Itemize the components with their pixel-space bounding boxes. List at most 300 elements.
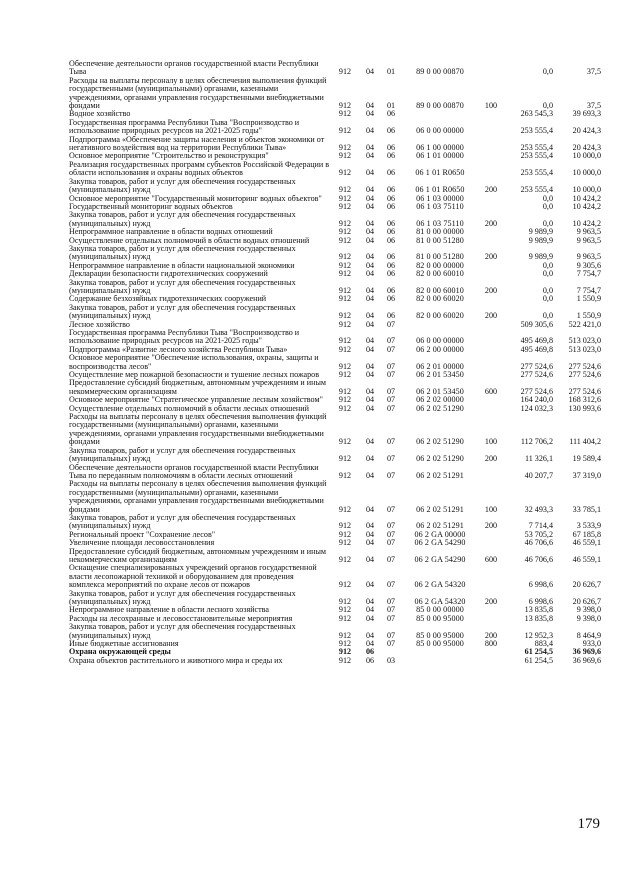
row-name: Иные бюджетные ассигнования: [69, 639, 179, 649]
row-name: Расходы на выплаты персоналу в целях обеспечения выполнения функций государственными (муниципальными) органами, казенными учреждениями, органами управления государственными внебюджетными фондами: [69, 75, 327, 111]
grbs-code: 912: [338, 538, 352, 548]
row-name: Основное мероприятие "Государственный мониторинг водных объектов": [69, 193, 322, 203]
amount-year-1: 12 952,3: [524, 630, 553, 640]
section-code: 04: [365, 580, 375, 590]
target-article-code: 06 2 02 51291: [416, 470, 464, 480]
target-article-code: 06 2 02 51291: [416, 521, 464, 531]
amount-year-1: 0,0: [542, 269, 553, 279]
target-article-code: 82 0 00 60010: [416, 285, 464, 295]
grbs-code: 912: [338, 193, 352, 203]
amount-year-1: 277 524,6: [520, 386, 553, 396]
section-code: 04: [365, 613, 375, 623]
grbs-code: 912: [338, 630, 352, 640]
subsection-code: 07: [386, 554, 396, 564]
section-code: 04: [365, 597, 375, 606]
grbs-code: 912: [338, 403, 352, 413]
grbs-code: 912: [338, 185, 352, 195]
table-row: [69, 480, 621, 514]
section-code: 04: [365, 218, 375, 228]
subsection-code: 06: [386, 235, 396, 245]
amount-year-2: 1 550,9: [576, 311, 601, 321]
row-name: Содержание безхозяйных гидротехнических сооружений: [69, 294, 267, 304]
subsection-code: 06: [386, 185, 396, 195]
row-name: Охрана объектов растительного и животного мира и среды их: [69, 655, 283, 665]
grbs-code: 912: [338, 470, 352, 480]
target-article-code: 06 2 02 51290: [416, 437, 464, 447]
grbs-code: 912: [338, 260, 352, 270]
subsection-code: 07: [386, 538, 396, 548]
expense-type-code: 100: [484, 101, 498, 111]
section-code: 04: [365, 67, 375, 77]
amount-year-2: 9 305,6: [576, 260, 601, 270]
expense-type-code: 200: [484, 311, 498, 321]
grbs-code: 912: [338, 655, 352, 665]
expense-type-code: 200: [484, 252, 498, 262]
row-name: Расходы на выплаты персоналу в целях обеспечения выполнения функций государственными (муниципальными) органами, казенными учреждениями, органами управления государственными внебюджетными фондами: [69, 479, 327, 514]
amount-year-2: 20 424,3: [572, 143, 601, 153]
grbs-code: 912: [338, 252, 352, 262]
target-article-code: 89 0 00 00870: [416, 101, 464, 111]
grbs-code: 912: [338, 454, 352, 464]
target-article-code: 06 1 01 R0650: [415, 168, 465, 178]
grbs-code: 912: [338, 336, 352, 346]
table-row: [69, 178, 621, 195]
amount-year-2: 7 754,7: [576, 285, 601, 295]
amount-year-1: 263 545,3: [520, 109, 553, 119]
row-name: Государственная программа Республики Тыва "Воспроизводство и использование природных ресурсов на 2021-2025 годы": [69, 328, 300, 346]
subsection-code: 07: [386, 344, 396, 354]
amount-year-2: 10 000,0: [572, 151, 601, 161]
section-code: 04: [365, 344, 375, 354]
amount-year-1: 277 524,6: [520, 370, 553, 380]
amount-year-1: 253 555,4: [520, 151, 553, 161]
grbs-code: 912: [338, 201, 352, 211]
target-article-code: 06 0 00 00000: [416, 336, 464, 346]
amount-year-1: 495 469,8: [520, 344, 553, 354]
table-row: [69, 136, 621, 153]
page-number: 179: [577, 816, 600, 832]
grbs-code: 912: [338, 344, 352, 354]
expense-type-code: 800: [484, 639, 498, 649]
amount-year-2: 9 963,5: [576, 235, 601, 245]
amount-year-2: 933,0: [582, 639, 601, 649]
table-row: [69, 279, 621, 296]
expense-type-code: 200: [484, 630, 498, 640]
section-code: 04: [365, 554, 375, 564]
target-article-code: 81 0 00 00000: [416, 227, 464, 237]
target-article-code: 82 0 00 60020: [416, 311, 464, 321]
row-name: Закупка товаров, работ и услуг для обеспечения государственных (муниципальных) нужд: [69, 176, 296, 195]
row-name: Закупка товаров, работ и услуг для обеспечения государственных (муниципальных) нужд: [69, 243, 296, 262]
table-row: [69, 548, 621, 565]
section-code: 04: [365, 395, 375, 405]
subsection-code: 07: [386, 529, 396, 539]
amount-year-1: 46 706,6: [524, 538, 553, 548]
amount-year-1: 6 998,6: [528, 597, 553, 606]
row-name: Лесное хозяйство: [69, 319, 130, 329]
subsection-code: 07: [386, 437, 396, 447]
section-code: 04: [365, 529, 375, 539]
table-row: [69, 60, 621, 77]
amount-year-2: 513 023,0: [568, 344, 601, 354]
amount-year-1: 253 555,4: [520, 185, 553, 195]
subsection-code: 07: [386, 370, 396, 380]
amount-year-1: 0,0: [542, 67, 553, 77]
target-article-code: 06 1 03 00000: [416, 193, 464, 203]
grbs-code: 912: [338, 235, 352, 245]
amount-year-1: 124 032,3: [520, 403, 553, 413]
grbs-code: 912: [338, 639, 352, 649]
amount-year-1: 253 555,4: [520, 126, 553, 136]
table-row: [69, 304, 621, 321]
table-row: [69, 623, 621, 640]
grbs-code: 912: [338, 504, 352, 514]
expense-type-code: 200: [484, 285, 498, 295]
table-row: [69, 590, 621, 607]
expense-type-code: 200: [484, 521, 498, 531]
amount-year-2: 513 023,0: [568, 336, 601, 346]
target-article-code: 81 0 00 51280: [416, 235, 464, 245]
budget-table: [69, 60, 621, 665]
target-article-code: 85 0 00 95000: [416, 630, 464, 640]
target-article-code: 06 2 01 53450: [416, 370, 464, 380]
target-article-code: 89 0 00 00870: [416, 67, 464, 77]
row-name: Предоставление субсидий бюджетным, автономным учреждениям и иным некоммерческим организациям: [69, 546, 327, 564]
row-name: Закупка товаров, работ и услуг для обеспечения государственных (муниципальных) нужд: [69, 445, 296, 464]
amount-year-2: 277 524,6: [568, 386, 601, 396]
amount-year-1: 61 254,5: [524, 647, 553, 657]
table-row: [69, 354, 621, 371]
row-name: Региональный проект "Сохранение лесов": [69, 529, 216, 539]
row-name: Реализация государственных программ субъектов Российской Федерации в области использования и охраны водных объектов: [69, 159, 330, 178]
grbs-code: 912: [338, 386, 352, 396]
section-code: 04: [365, 538, 375, 548]
amount-year-2: 10 424,2: [572, 193, 601, 203]
section-code: 04: [365, 151, 375, 161]
grbs-code: 912: [338, 613, 352, 623]
amount-year-2: 9 963,5: [576, 227, 601, 237]
row-name: Осуществление отдельных полномочий в области водных отношений: [69, 235, 310, 245]
row-name: Оснащение специализированных учреждений органов государственной власти лесопожарной техникой и оборудованием для проведения комплекса мероприятий по охране лесов от пожаров: [69, 563, 317, 590]
subsection-code: 06: [386, 168, 396, 178]
amount-year-1: 164 240,0: [520, 395, 553, 405]
target-article-code: 82 0 00 60010: [416, 269, 464, 279]
expense-type-code: 200: [484, 454, 498, 464]
subsection-code: 06: [386, 109, 396, 119]
subsection-code: 07: [386, 504, 396, 514]
amount-year-1: 40 207,7: [524, 470, 553, 480]
grbs-code: 912: [338, 580, 352, 590]
target-article-code: 06 2 02 51291: [416, 504, 464, 514]
amount-year-1: 11 326,1: [524, 454, 553, 464]
table-row: [69, 464, 621, 481]
target-article-code: 06 2 01 53450: [416, 386, 464, 396]
grbs-code: 912: [338, 101, 352, 111]
target-article-code: 06 1 03 75110: [416, 218, 464, 228]
amount-year-2: 9 398,0: [576, 613, 601, 623]
subsection-code: 06: [386, 294, 396, 304]
section-code: 04: [365, 168, 375, 178]
grbs-code: 912: [338, 168, 352, 178]
amount-year-2: 10 000,0: [572, 185, 601, 195]
amount-year-1: 7 714,4: [528, 521, 553, 531]
amount-year-1: 9 989,9: [528, 235, 553, 245]
target-article-code: 82 0 00 00000: [416, 260, 464, 270]
amount-year-1: 13 835,8: [524, 605, 553, 615]
target-article-code: 06 1 00 00000: [416, 143, 464, 153]
amount-year-1: 0,0: [542, 311, 553, 321]
amount-year-1: 46 706,6: [524, 554, 553, 564]
section-code: 04: [365, 235, 375, 245]
amount-year-1: 883,4: [534, 639, 553, 649]
subsection-code: 06: [386, 201, 396, 211]
section-code: 04: [365, 336, 375, 346]
target-article-code: 85 0 00 95000: [416, 639, 464, 649]
table-row: [69, 119, 621, 136]
amount-year-1: 32 493,3: [524, 504, 553, 514]
amount-year-1: 0,0: [542, 201, 553, 211]
amount-year-2: 7 754,7: [576, 269, 601, 279]
row-name: Охрана окружающей среды: [69, 647, 171, 657]
section-code: 04: [365, 521, 375, 531]
section-code: 04: [365, 285, 375, 295]
subsection-code: 06: [386, 143, 396, 153]
target-article-code: 06 1 01 R0650: [415, 185, 465, 195]
subsection-code: 07: [386, 639, 396, 649]
amount-year-2: 522 421,0: [568, 319, 601, 329]
table-row: [69, 413, 621, 447]
amount-year-1: 53 705,2: [524, 529, 553, 539]
subsection-code: 07: [386, 454, 396, 464]
subsection-code: 06: [386, 260, 396, 270]
section-code: 04: [365, 143, 375, 153]
amount-year-1: 0,0: [542, 294, 553, 304]
amount-year-2: 20 626,7: [572, 597, 601, 606]
amount-year-1: 0,0: [542, 218, 553, 228]
subsection-code: 07: [386, 336, 396, 346]
section-code: 04: [365, 201, 375, 211]
amount-year-2: 67 185,8: [572, 529, 601, 539]
expense-type-code: 100: [484, 504, 498, 514]
grbs-code: 912: [338, 109, 352, 119]
expense-type-code: 200: [484, 218, 498, 228]
target-article-code: 85 0 00 00000: [416, 605, 464, 615]
row-name: Предоставление субсидий бюджетным, автономным учреждениям и иным некоммерческим организациям: [69, 378, 327, 396]
section-code: 04: [365, 126, 375, 136]
amount-year-1: 509 305,6: [520, 319, 553, 329]
section-code: 04: [365, 294, 375, 304]
grbs-code: 912: [338, 294, 352, 304]
amount-year-2: 46 559,1: [572, 538, 601, 548]
subsection-code: 07: [386, 580, 396, 590]
target-article-code: 06 2 02 00000: [416, 395, 464, 405]
expense-type-code: 100: [484, 437, 498, 447]
amount-year-1: 253 555,4: [520, 168, 553, 178]
section-code: 04: [365, 454, 375, 464]
grbs-code: 912: [338, 554, 352, 564]
subsection-code: 07: [386, 319, 396, 329]
row-name: Осуществление отдельных полномочий в области лесных отношений: [69, 403, 309, 413]
subsection-code: 07: [386, 630, 396, 640]
target-article-code: 06 2 02 51290: [416, 403, 464, 413]
row-name: Декларации безопасности гидротехнических сооружений: [69, 269, 268, 279]
subsection-code: 03: [386, 655, 396, 665]
amount-year-1: 112 706,2: [520, 437, 553, 447]
amount-year-2: 9 398,0: [576, 605, 601, 615]
section-code: 04: [365, 370, 375, 380]
amount-year-1: 277 524,6: [520, 361, 553, 371]
amount-year-2: 3 533,9: [576, 521, 601, 531]
subsection-code: 07: [386, 386, 396, 396]
row-name: Увеличение площади лесовосстановления: [69, 538, 215, 548]
table-row: [69, 329, 621, 346]
amount-year-1: 61 254,5: [524, 655, 553, 665]
amount-year-2: 9 963,5: [576, 252, 601, 262]
grbs-code: 912: [338, 437, 352, 447]
amount-year-2: 46 559,1: [572, 554, 601, 564]
row-name: Основное мероприятие "Строительство и реконструкция": [69, 151, 269, 161]
amount-year-2: 277 524,6: [568, 370, 601, 380]
section-code: 04: [365, 193, 375, 203]
row-name: Государственная программа Республики Тыва "Воспроизводство и использование природных ресурсов на 2021-2025 годы": [69, 117, 300, 136]
target-article-code: 06 2 GA 00000: [414, 529, 466, 539]
target-article-code: 06 2 GA 54320: [414, 580, 466, 590]
grbs-code: 912: [338, 67, 352, 77]
table-row: [69, 447, 621, 464]
row-name: Основное мероприятие "Обеспечение использования, охраны, защиты и воспроизводства лесов": [69, 353, 319, 371]
amount-year-2: 37,5: [586, 67, 601, 77]
table-row: [69, 514, 621, 531]
row-name: Непрограммное направление в области национальной экономики: [69, 260, 295, 270]
target-article-code: 82 0 00 60020: [416, 294, 464, 304]
grbs-code: 912: [338, 218, 352, 228]
subsection-code: 07: [386, 597, 396, 606]
table-row: [69, 77, 621, 111]
amount-year-2: 37,5: [586, 101, 601, 111]
target-article-code: 06 1 03 75110: [416, 201, 464, 211]
expense-type-code: 600: [484, 386, 498, 396]
row-name: Расходы на лесохранные и лесовосстановительные мероприятия: [69, 613, 293, 623]
amount-year-2: 37 319,0: [572, 470, 601, 480]
grbs-code: 912: [338, 529, 352, 539]
section-code: 04: [365, 269, 375, 279]
target-article-code: 06 0 00 00000: [416, 126, 464, 136]
row-name: Основное мероприятие "Стратегическое управление лесным хозяйством": [69, 395, 323, 405]
grbs-code: 912: [338, 151, 352, 161]
row-name: Государственный мониторинг водных объектов: [69, 201, 233, 211]
grbs-code: 912: [338, 361, 352, 371]
amount-year-2: 19 589,4: [572, 454, 601, 464]
section-code: 04: [365, 260, 375, 270]
amount-year-1: 495 469,8: [520, 336, 553, 346]
row-name: Закупка товаров, работ и услуг для обеспечения государственных (муниципальных) нужд: [69, 588, 296, 606]
row-name: Расходы на выплаты персоналу в целях обеспечения выполнения функций государственными (муниципальными) органами, казенными учреждениями, органами управления государственными внебюджетными фондами: [69, 412, 327, 447]
expense-type-code: 200: [484, 597, 498, 606]
amount-year-1: 6 998,6: [528, 580, 553, 590]
amount-year-2: 10 000,0: [572, 168, 601, 178]
row-name: Закупка товаров, работ и услуг для обеспечения государственных (муниципальных) нужд: [69, 277, 296, 295]
amount-year-2: 36 969,6: [572, 647, 601, 657]
grbs-code: 912: [338, 311, 352, 321]
subsection-code: 07: [386, 613, 396, 623]
section-code: 04: [365, 185, 375, 195]
section-code: 04: [365, 630, 375, 640]
target-article-code: 06 2 01 00000: [416, 361, 464, 371]
section-code: 04: [365, 109, 375, 119]
amount-year-2: 168 312,6: [568, 395, 601, 405]
table-row: [69, 245, 621, 262]
grbs-code: 912: [338, 521, 352, 531]
amount-year-2: 277 524,6: [568, 361, 601, 371]
row-name: Водное хозяйство: [69, 109, 131, 119]
amount-year-2: 20 626,7: [572, 580, 601, 590]
subsection-code: 07: [386, 361, 396, 371]
amount-year-2: 36 969,6: [572, 655, 601, 665]
subsection-code: 06: [386, 227, 396, 237]
subsection-code: 06: [386, 311, 396, 321]
subsection-code: 07: [386, 521, 396, 531]
row-name: Обеспечение деятельности органов государственной власти Республики Тыва: [69, 59, 319, 77]
target-article-code: 06 2 02 51290: [416, 454, 464, 464]
subsection-code: 06: [386, 285, 396, 295]
grbs-code: 912: [338, 605, 352, 615]
section-code: 04: [365, 639, 375, 649]
subsection-code: 07: [386, 403, 396, 413]
section-code: 04: [365, 227, 375, 237]
row-name: Обеспечение деятельности органов государственной власти Республики Тыва по переданным полномочиям в области лесных отношений: [69, 462, 319, 480]
amount-year-2: 33 785,1: [572, 504, 601, 514]
section-code: 04: [365, 403, 375, 413]
row-name: Закупка товаров, работ и услуг для обеспечения государственных (муниципальных) нужд: [69, 210, 296, 228]
row-name: Подпрограмма «Развитие лесного хозяйства Республики Тыва»: [69, 344, 288, 354]
amount-year-2: 8 464,9: [576, 630, 601, 640]
amount-year-2: 130 993,6: [568, 403, 601, 413]
grbs-code: 912: [338, 269, 352, 279]
grbs-code: 912: [338, 597, 352, 606]
target-article-code: 06 2 GA 54290: [414, 554, 466, 564]
grbs-code: 912: [338, 647, 352, 657]
table-row: [69, 564, 621, 589]
expense-type-code: 200: [484, 185, 498, 195]
grbs-code: 912: [338, 227, 352, 237]
row-name: Непрограммное направление в области лесного хозяйства: [69, 605, 269, 615]
section-code: 04: [365, 361, 375, 371]
amount-year-2: 20 424,3: [572, 126, 601, 136]
target-article-code: 06 2 GA 54320: [414, 597, 466, 606]
table-row: [69, 657, 621, 665]
subsection-code: 07: [386, 605, 396, 615]
table-row: [69, 211, 621, 228]
amount-year-2: 10 424,2: [572, 218, 601, 228]
subsection-code: 01: [386, 67, 396, 77]
target-article-code: 06 2 GA 54290: [414, 538, 466, 548]
amount-year-1: 0,0: [542, 101, 553, 111]
amount-year-1: 0,0: [542, 285, 553, 295]
section-code: 04: [365, 311, 375, 321]
section-code: 04: [365, 386, 375, 396]
row-name: Закупка товаров, работ и услуг для обеспечения государственных (муниципальных) нужд: [69, 512, 296, 531]
amount-year-1: 9 989,9: [528, 252, 553, 262]
table-row: [69, 161, 621, 178]
grbs-code: 912: [338, 143, 352, 153]
target-article-code: 06 1 01 00000: [416, 151, 464, 161]
amount-year-2: 111 404,2: [569, 437, 601, 447]
section-code: 04: [365, 101, 375, 111]
section-code: 04: [365, 319, 375, 329]
amount-year-1: 0,0: [542, 193, 553, 203]
amount-year-2: 10 424,2: [572, 201, 601, 211]
row-name: Закупка товаров, работ и услуг для обеспечения государственных (муниципальных) нужд: [69, 302, 296, 321]
